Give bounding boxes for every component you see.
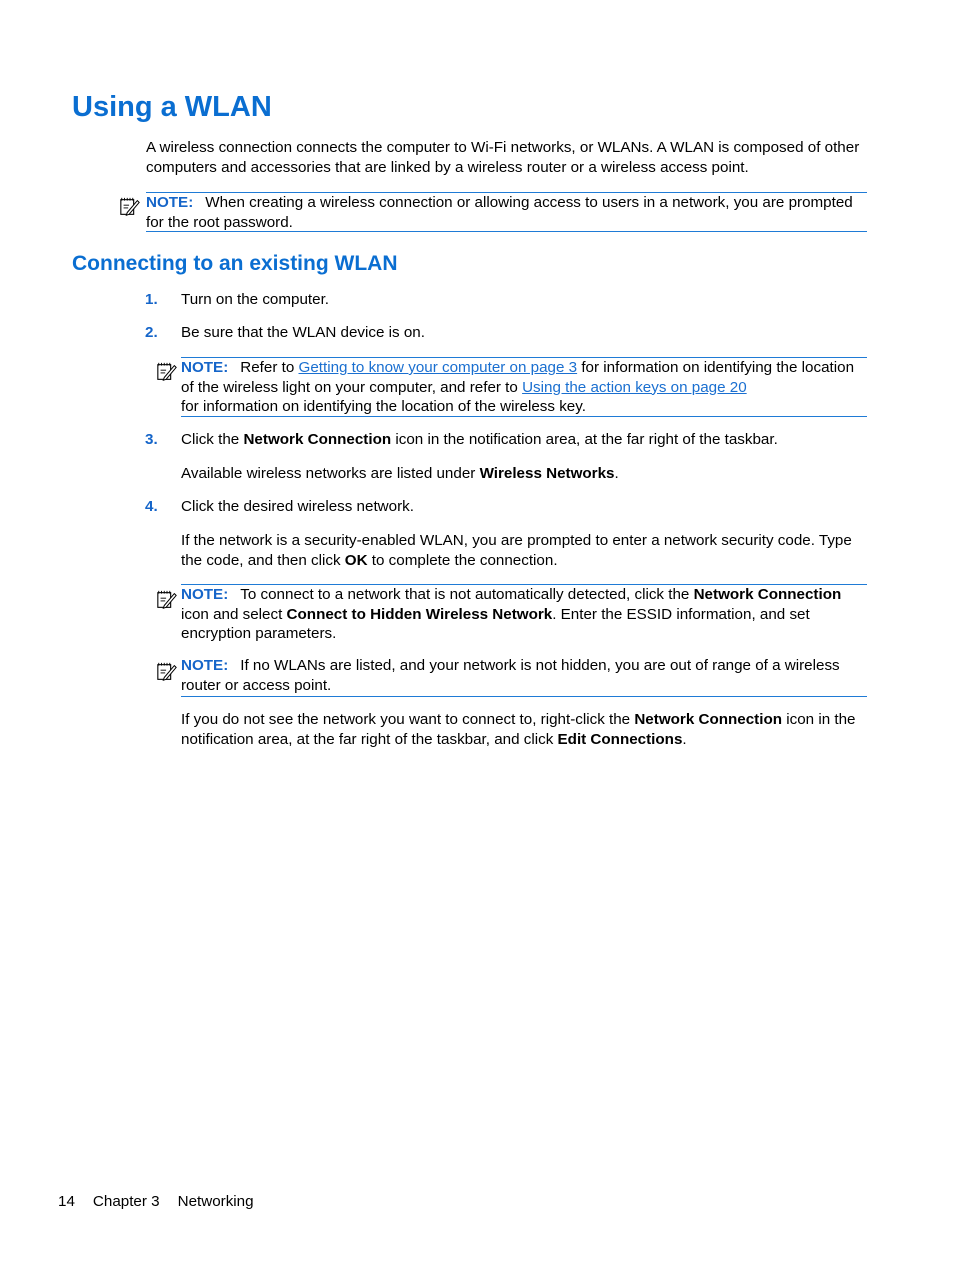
chapter-title: Networking (177, 1193, 254, 1210)
note-box-2 (181, 357, 867, 417)
section-heading: Connecting to an existing WLAN (72, 252, 398, 275)
note-bold: Network Connection (693, 586, 842, 603)
step-text: Click the desired wireless network. (181, 498, 414, 515)
note-pencil-icon (156, 661, 178, 683)
note-pencil-icon (119, 196, 141, 218)
note-label: NOTE: (146, 194, 194, 211)
note-label: NOTE: (181, 586, 229, 603)
step-text: Click the Network Connection icon in the notification area, at the far right of the taskbar. (181, 431, 778, 448)
step-number: 4. (145, 498, 158, 515)
note-label: NOTE: (181, 359, 229, 376)
link-action-keys[interactable]: Using the action keys on page 20 (522, 378, 747, 396)
note-box-3 (181, 584, 867, 644)
step-text: Be sure that the WLAN device is on. (181, 324, 425, 341)
step-number: 2. (145, 324, 158, 341)
note-pencil-icon (156, 361, 178, 383)
step-number: 1. (145, 291, 158, 308)
final-paragraph: If you do not see the network you want to connect to, right-click the Network Connection icon in the notification area, at the far right of the taskbar, and click Edit Connections. (181, 711, 856, 748)
note-label: NOTE: (181, 657, 229, 674)
step-number: 3. (145, 431, 158, 448)
note-text: Refer to (240, 359, 299, 376)
note-text: for information on identifying the location of the wireless key. (181, 398, 586, 415)
note-text: . Enter the ESSID information, and set encryption parameters. (181, 605, 810, 642)
note-text: To connect to a network that is not automatically detected, click the (240, 586, 694, 603)
note-text: for information on identifying the location of the wireless light on your computer, and refer to (181, 359, 855, 396)
page-title: Using a WLAN (72, 91, 272, 123)
step-detail: Available wireless networks are listed under Wireless Networks. (181, 465, 619, 482)
note-box-1 (146, 192, 867, 232)
note-text: If no WLANs are listed, and your network is not hidden, you are out of range of a wireless router or access point. (181, 657, 840, 694)
note-pencil-icon (156, 589, 178, 611)
note-box-4 (181, 656, 867, 697)
chapter-label: Chapter 3 (92, 1193, 160, 1210)
intro-paragraph: A wireless connection connects the computer to Wi-Fi networks, or WLANs. A WLAN is composed of other computers and accessories that are linked by a wireless router or a wireless access point. (146, 139, 860, 176)
note-text: When creating a wireless connection or allowing access to users in a network, you are prompted for the root password. (146, 194, 853, 231)
page-number: 14 (58, 1193, 75, 1210)
step-detail: If the network is a security-enabled WLAN, you are prompted to enter a network security code. Type the code, and then click OK to complete the connection. (181, 532, 852, 569)
note-bold: Connect to Hidden Wireless Network (286, 605, 553, 623)
page-footer (58, 1192, 272, 1212)
note-text: icon and select (181, 605, 287, 623)
link-getting-to-know[interactable]: Getting to know your computer on page 3 (298, 359, 578, 376)
step-text: Turn on the computer. (181, 291, 330, 308)
